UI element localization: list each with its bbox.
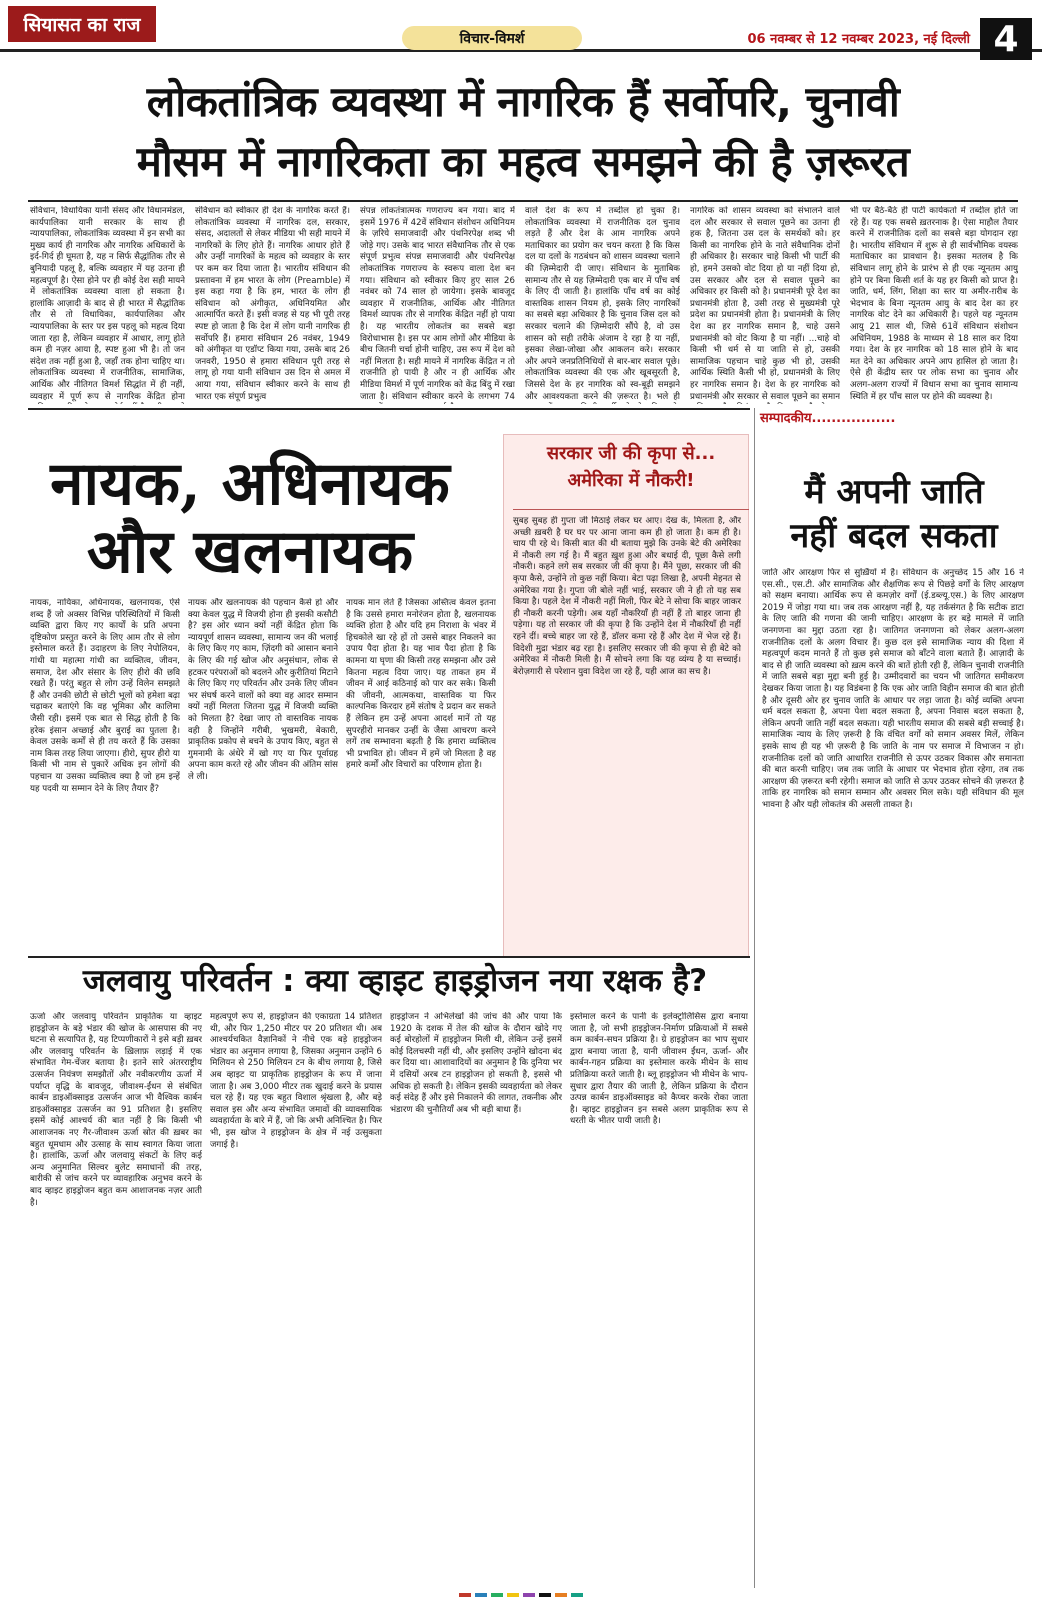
feature-column-2: नायक और खलनायक की पहचान कैसे हो और क्या केवल युद्ध में विजयी होना ही इसकी कसौटी है? इस ओर ध्यान क्यों नहीं केंद्रित होता कि न्यायपूर्ण शासन व्यवस्था, सामान्य जन की भलाई के लिए किए गए काम, ज़िंदगी को आसान बनाने के लिए की गई खोज और अनुसंधान, लोक से हटकर परंपराओं को बदलने और कुरीतियां मिटाने के लिए किए गए परिवर्तन और उनके लिए जीवन भर संघर्ष करने वालों को क्या वह आदर सम्मान क्यों नहीं मिलता जितना युद्ध में विजयी व्यक्ति को मिलता है? देखा जाए तो वास्तविक नायक वही है जिन्होंने गरीबी, भुखमरी, बेकारी, प्राकृतिक प्रकोप से बचने के उपाय किए, बहुत से गुमनामी के अंधेरे में खो गए या फिर पूर्वाग्रह अपना काम करते रहे और जीवन की अंतिम सांस ले ली।	[188, 598, 338, 782]
editorial-title-line2: नहीं बदल सकता	[790, 516, 998, 556]
footer-color-bar	[0, 1590, 1042, 1600]
lead-column-2: संविधान को स्वीकार ही देश के नागरिक करते हैं। लोकतांत्रिक व्यवस्था में नागरिक दल, सरकार, संसद, अदालतों से लेकर मीडिया भी सही मायने में नागरिकों के लिए होते हैं। नागरिक आधार होते हैं और उन्हीं नागरिकों के महत्व को व्यवहार के स्तर पर कम कर दिया जाता है। भारतीय संविधान की प्रस्तावना में हम भारत के लोग (Preamble) में इस कहा गया है कि हम, भारत के लोग ही संविधान को अंगीकृत, अधिनियमित और आत्मार्पित करते हैं। इसी वजह से यह भी पूरी तरह स्पष्ट हो जाता है कि देश में लोग यानी नागरिक ही सर्वोपरि हैं। हमारा संविधान 26 नवंबर, 1949 को अंगीकृत या एडॉप्ट किया गया, उसके बाद 26 जनवरी, 1950 से हमारा संविधान पूरी तरह से लागू हो गया यानी संविधान उस दिन से अमल में आया गया, संविधान स्वीकार करने के साथ ही भारत एक संपूर्ण प्रभुत्व	[195, 206, 350, 402]
lead-column-3: संपन्न लोकतंत्रात्मक गणराज्य बन गया। बाद में इसमें 1976 में 42वें संविधान संशोधन अधिनियम के ज़रिये समाजवादी और पंथनिरपेक्ष शब्द भी जोड़े गए। उसके बाद भारत संवैधानिक तौर से एक संपूर्ण प्रभुत्व संपन्न समाजवादी और पंथनिरपेक्ष लोकतांत्रिक गणराज्य के स्वरूप वाला देश बन गया। संविधान को स्वीकार किए हुए साल 26 नवंबर को 74 साल हो जायेगा। इसके बावजूद व्यवहार में राजनीतिक, आर्थिक और नीतिगत विमर्श व्यापक तौर से नागरिक केंद्रित नहीं हो पाया है। यह भारतीय लोकतंत्र का सबसे बड़ा विरोधाभास है। इस पर आम लोगों और मीडिया के बीच जितनी चर्चा होनी चाहिए, उस रूप में देश को नहीं मिलता है। सही मायने में नागरिक केंद्रित न तो राजनीति हो पायी है और न ही आर्थिक और मीडिया विमर्श में पूर्ण नागरिक को केंद्र बिंदु में रखा जाता है। संविधान स्वीकार करने के लगभग 74	[360, 206, 515, 402]
lead-column-4: वाले देश के रूप में तब्दील हो चुका है। लोकतांत्रिक व्यवस्था में राजनीतिक दल चुनाव लड़ते हैं और देश के आम नागरिक अपने मताधिकार का प्रयोग कर चयन करता है कि किस दल या दलों के गठबंधन को शासन व्यवस्था चलाने की ज़िम्मेदारी दी जाए। संविधान के मुताबिक सामान्य तौर से यह ज़िम्मेदारी एक बार में पाँच वर्ष के लिए दी जाती है। हालांकि पाँच वर्ष का कोई वास्तविक शासन नियम हो, इसके लिए नागरिकों का सबसे बड़ा अधिकार है कि चुनाव जिस दल को सरकार चलाने की ज़िम्मेदारी सौंपे है, वो उस शासन को सही तरीके अंजाम दे रहा है या नहीं, इसका लेखा-जोखा और आकलन करे। सरकार और अपने जनप्रतिनिधियों से बार-बार सवाल पूछे। लोकतांत्रिक व्यवस्था की एक और खूबसूरती है, जिससे देश के हर नागरिक को स्व-बूढ़ी समझने और आवश्यकता करने की ज़रूरत है। भले ही	[525, 206, 680, 402]
boxed-story-body: सुबह सुबह ही गुप्ता जी मिठाई लेकर घर आए। देख के, मिलता है, और अच्छी ख़बरी है घर घर पर आना जाना कम ही हो जाता है। कम ही है। चाय पी रहे थे। किसी बात की थी बताया मुझे कि उनके बेटे की अमेरिका में नौकरी लग गई है। मैं बहुत ख़ुश हुआ और बधाई दी, पूछा कैसे लगी नौकरी। कहने लगे सब सरकार जी की कृपा है। मैंने पूछा, सरकार जी की कृपा कैसे, उन्होंने तो कुछ नहीं किया। बेटा पढ़ा लिखा है, अपनी मेहनत से अमेरिका गया है। गुप्ता जी बोले नहीं भाई, सरकार जी ने ही तो यह सब किया है। पहले देश में नौकरी नहीं मिली, फिर बेटे ने सोचा कि बाहर जाकर ही नौकरी करनी पड़ेगी। अब यहाँ नौकरियाँ ही नहीं हैं तो बाहर जाना ही पड़ेगा। यह तो सरकार जी की कृपा है कि उन्होंने देश में नौकरियाँ ही नहीं रहने दीं। बच्चे बाहर जा रहे हैं, डॉलर कमा रहे हैं और देश में भेज रहे हैं। विदेशी मुद्रा भंडार बढ़ रहा है। इसलिए सरकार जी की कृपा से ही बेटे को अमेरिका में नौकरी मिली है। मैं सोचने लगा कि यह व्यंग्य है या सच्चाई। बेरोज़गारी से परेशान युवा विदेश जा रहे हैं, यही आज का सच है।	[513, 516, 741, 677]
color-swatch	[507, 1593, 519, 1597]
lead-column-1: संविधान, विधायिका यानी संसद और विधानमंडल, कार्यपालिका यानी सरकार के साथ ही न्यायपालिका, लोकतांत्रिक व्यवस्था में इन सभी का मुख्य कार्य ही नागरिक और नागरिक अधिकारों के इर्द-गिर्द ही घूमता है, यह न सिर्फ सैद्धांतिक तौर से बुनियादी पहलू है, बल्कि व्यवहार में यह उतना ही महत्वपूर्ण है। ऐसा होने पर ही कोई देश सही मायने में लोकतांत्रिक व्यवस्था वाला हो सकता है। हालांकि आज़ादी के बाद से ही भारत में सैद्धांतिक तौर से तो विधायिका, कार्यपालिका और न्यायपालिका के स्तर पर इस पहलू को महत्व दिया जाता रहा है, लेकिन व्यवहार में आधार, लागू होते कम ही नज़र आया है, स्पष्ट हुआ भी है। तो जन संदेश तक नहीं हुआ है, जहाँ तक होना चाहिए था। लोकतांत्रिक व्यवस्था में राजनीतिक, सामाजिक, आर्थिक और नीतिगत विमर्श सिद्धांत में ही नहीं, व्यवहार में पूर्ण रूप से नागरिक केंद्रित होना	[30, 206, 185, 402]
color-swatch	[539, 1593, 551, 1597]
lead-column-5: नागरिक को शासन व्यवस्था को संभालने वाले दल और सरकार से सवाल पूछने का उतना ही हक है, जितना उस दल के समर्थकों को। हर किसी का नागरिक होने के नाते संवैधानिक दोनों ही अधिकार है। सरकार चाहे किसी भी पार्टी की हो, हमने उसको वोट दिया हो या नहीं दिया हो, उस सरकार और दल से सवाल पूछने का अधिकार हर किसी को है। प्रधानमंत्री पूरे देश का प्रधानमंत्री होता है, उसी तरह से मुख्यमंत्री पूरे प्रदेश का प्रधानमंत्री होता है। प्रधानमंत्री के लिए देश का हर नागरिक समान है, चाहे उसने प्रधानमंत्री को वोट किया है या नहीं। ...चाहे वो किसी भी धर्म से या जाति से हो, उसकी सामाजिक पहचान चाहे कुछ भी हो, उसकी आर्थिक स्थिति कैसी भी हो, प्रधानमंत्री के लिए हर नागरिक समान है। देश के हर नागरिक को प्रधानमंत्री और सरकार से सवाल पूछने का समान	[690, 206, 840, 402]
color-swatch	[459, 1593, 471, 1597]
feature-headline-line2: और खलनायक	[86, 517, 414, 587]
lead-headline-line2: मौसम में नागरिकता का महत्व समझने की है ज़रूरत	[136, 137, 910, 186]
masthead	[0, 0, 1042, 60]
newspaper-logo[interactable]: सियासत का राज	[8, 6, 156, 42]
feature-column-3: नायक मान लेते हैं जिसका अस्तित्व केवल इतना है कि उससे हमारा मनोरंजन होता है, खलनायक व्यक्ति होता है और यदि हम निराशा के भंवर में हिचकोले खा रहे हों तो उससे बाहर निकलने का उपाय पैदा होता है। यह भाव पैदा होता है कि कामना या घृणा की किसी तरह समझना और उसे कितना महत्व दिया जाए। यह ताकत हम में जीवन में आई कठिनाई को पार कर सके। किसी की जीवनी, आत्मकथा, वास्तविक या फिर काल्पनिक किरदार हमें संतोष दे प्रदान कर सकते हैं लेकिन हम उन्हें अपना आदर्श मानें तो यह सुपरहीरो मानकर उन्हीं के जैसा आचरण करने लगें तब सम्भावना बढ़ती है कि हमारा व्यक्तित्व भी प्रभावित हो। जीवन में हमें जो मिलता है वह हमारे कर्मों और विचारों का परिणाम होता है।	[346, 598, 496, 771]
divider	[28, 200, 1018, 202]
editorial-title-line1: मैं अपनी जाति	[804, 472, 984, 512]
editorial-label: सम्पादकीय.................	[760, 411, 896, 426]
boxed-story-title	[513, 440, 749, 510]
color-swatch	[571, 1593, 583, 1597]
boxed-title-line1: सरकार जी की कृपा से...	[546, 443, 716, 464]
feature-headline	[30, 450, 470, 590]
color-swatch	[491, 1593, 503, 1597]
page-number: 4	[980, 18, 1032, 60]
divider	[28, 408, 750, 410]
climate-column-3: हाइड्रोजन ने अभिलेखों की जांच की और पाया कि 1920 के दशक में तेल की खोज के दौरान खोदे गए कई बोरहोलों में हाइड्रोजन मिली थी, लेकिन उन्हें इसमें कोई दिलचस्पी नहीं थी, और इसलिए उन्होंने खोदना बंद कर दिया था। आशावादियों का अनुमान है कि दुनिया भर में दसियों अरब टन हाइड्रोजन हो सकती है, इससे भी अधिक हो सकती है। लेकिन इसकी व्यवहार्यता को लेकर कई संदेह हैं और इसे निकालने की लागत, तकनीक और भंडारण की चुनौतियाँ अब भी बड़ी बाधा हैं।	[390, 1012, 562, 1115]
climate-column-1: ऊर्जा और जलवायु परिवर्तन प्राकृतिक या व्हाइट हाइड्रोजन के बड़े भंडार की खोज के आसपास की नए घटना से सत्यापित है, यह टिप्पणीकारों ने इसे बड़ी ख़बर और जलवायु परिवर्तन के ख़िलाफ़ लड़ाई में एक संभावित गेम-चेंजर बताया है। इतने सारे अंतरराष्ट्रीय उत्सर्जन नियंत्रण समझौतों और नवीकरणीय ऊर्जा में पर्याप्त वृद्धि के बावजूद, जीवाश्म-ईंधन से संबंधित कार्बन डाइऑक्साइड उत्सर्जन आज भी वैश्विक कार्बन डाइऑक्साइड उत्सर्जन का 91 प्रतिशत है। इसलिए इसमें कोई आश्चर्य की बात नहीं है कि किसी भी आशाजनक नए गैर-जीवाश्म ऊर्जा स्रोत की ख़बर का बहुत धूमधाम और उत्साह के साथ स्वागत किया जाता है। हालांकि, ऊर्जा और जलवायु संकटों के लिए कई अन्य अनुमानित सिल्वर बुलेट समाधानों की तरह, बारीकी से जांच करने पर व्यावहारिक अनुभव करने के बाद व्हाइट हाइड्रोजन बहुत कम आशाजनक नज़र आती है।	[30, 1012, 202, 1208]
editorial-title	[762, 470, 1026, 560]
editorial-body: जाति और आरक्षण फिर से सुर्ख़ियों में है। संविधान के अनुच्छेद 15 और 16 ने एस.सी., एस.टी. और सामाजिक और शैक्षणिक रूप से पिछड़े वर्गों के लिए आरक्षण को सक्षम बनाया। आर्थिक रूप से कमज़ोर वर्गों (ई.डब्ल्यू.एस.) के लिए आरक्षण 2019 में जोड़ा गया था। जब तक आरक्षण नहीं है, यह तर्कसंगत है कि सटीक डाटा के लिए जाति की गणना की जानी चाहिए। आरक्षण के हर बड़े मामले में जाति जनगणना का मुद्दा उठता रहा है। जातिगत जनगणना को लेकर अलग-अलग राजनीतिक दलों के अलग विचार हैं। कुछ दल इसे सामाजिक न्याय की दिशा में महत्वपूर्ण कदम मानते हैं तो कुछ इसे समाज को बाँटने वाला बताते हैं। आज़ादी के बाद से ही जाति व्यवस्था को ख़त्म करने की बातें होती रही हैं, लेकिन चुनावी राजनीति में जाति सबसे बड़ा मुद्दा बनी हुई है। उम्मीदवारों का चयन भी जातिगत समीकरण देखकर किया जाता है। यह विडंबना है कि एक ओर जाति विहीन समाज की बात होती है और दूसरी ओर हर चुनाव जाति के आधार पर लड़ा जाता है। कोई व्यक्ति अपना धर्म बदल सकता है, अपना पेशा बदल सकता है, अपना निवास बदल सकता है, लेकिन अपनी जाति नहीं बदल सकता। यही भारतीय समाज की सबसे बड़ी सच्चाई है। सामाजिक न्याय के लिए ज़रूरी है कि वंचित वर्गों को समान अवसर मिलें, लेकिन इसके साथ ही यह भी ज़रूरी है कि जाति के नाम पर समाज में विभाजन न हो। राजनीतिक दलों को जाति आधारित राजनीति से ऊपर उठकर विकास और समानता की बात करनी चाहिए। जब तक जाति के आधार पर भेदभाव होता रहेगा, तब तक आरक्षण की ज़रूरत बनी रहेगी। समाज को जाति से ऊपर उठकर सोचने की ज़रूरत है ताकि हर नागरिक को समान सम्मान और अवसर मिल सके। यही संविधान की मूल भावना है और यही लोकतंत्र की असली ताकत है।	[762, 568, 1024, 810]
color-swatch	[475, 1593, 487, 1597]
feature-headline-line1: नायक, अधिनायक	[50, 449, 450, 519]
climate-column-2: महत्वपूर्ण रूप से, हाइड्रोजन की एकाग्रता 14 प्रतिशत थी, और फिर 1,250 मीटर पर 20 प्रतिशत थी। अब आश्चर्यचकित वैज्ञानिकों ने नीचे एक बड़े हाइड्रोजन भंडार का अनुमान लगाया है, जिसका अनुमान उन्होंने 6 मिलियन से 250 मिलियन टन के बीच लगाया है, जिसे अब व्हाइट या प्राकृतिक हाइड्रोजन के रूप में जाना जाता है। अब 3,000 मीटर तक खुदाई करने के प्रयास चल रहे हैं। यह एक बहुत विशाल श्रृंखला है, और बड़े सवाल इस और अन्य संभावित जमावों की व्यावसायिक व्यवहार्यता के बारे में हैं, जो कि अभी अनिश्चित है। फिर भी, इस खोज ने हाइड्रोजन के क्षेत्र में नई उत्सुकता जगाई है।	[210, 1012, 382, 1150]
dateline: 06 नवम्बर से 12 नवम्बर 2023, नई दिल्ली	[747, 32, 970, 47]
feature-column-1: नायक, नायिका, अधिनायक, खलनायक, ऐसे शब्द हैं जो अक्सर विभिन्न परिस्थितियों में किसी व्यक्ति द्वारा किए गए कार्यों के प्रति अपना दृष्टिकोण प्रस्तुत करने के लिए आम तौर से लोग इस्तेमाल करते हैं। उदाहरण के लिए नेपोलियन, गांधी या महात्मा गांधी का व्यक्तित्व, जीवन, समाज, देश और संसार के लिए हीरो की छवि रखते हैं। परंतु बहुत से लोग उन्हें विलेन समझते हैं और उनकी छोटी से छोटी भूलों को हमेशा बढ़ा चढ़ाकर बताएंगे कि वह भूमिका और कालिमा जैसी रही। इसमें एक बात से सिद्ध होती है कि हरेक इंसान अच्छाई और बुराई का पुतला है। केवल उसके कर्मों से ही तय करते हैं कि उसका नाम किस तरह लिया जाएगा। हीरो, सुपर हीरो या किसी भी नाम से पुकारें अधिक इन लोगों की पहचान या उसका व्यक्तित्व क्या है जो हम इन्हें यह पदवी या सम्मान देने के लिए तैयार हैं?	[30, 598, 180, 794]
climate-headline: जलवायु परिवर्तन : क्या व्हाइट हाइड्रोजन नया रक्षक है?	[82, 963, 708, 999]
climate-column-4: इस्तेमाल करने के पानी के इलेक्ट्रोलिसिस द्वारा बनाया जाता है, जो सभी हाइड्रोजन-निर्माण प्रक्रियाओं में सबसे कम कार्बन-सघन प्रक्रिया है। ग्रे हाइड्रोजन का भाप सुधार द्वारा बनाया जाता है, यानी जीवाश्म ईंधन, ऊर्जा- और कार्बन-गहन प्रक्रिया का इस्तेमाल करके मीथेन के साथ प्रतिक्रिया करते जाती है। ब्लू हाइड्रोजन भी मीथेन के भाप-सुधार द्वारा तैयार की जाती है, लेकिन प्रक्रिया के दौरान उत्पन्न कार्बन डाइऑक्साइड को कैप्चर करके रोका जाता है। व्हाइट हाइड्रोजन इन सबसे अलग प्राकृतिक रूप से धरती के भीतर पायी जाती है।	[570, 1012, 748, 1127]
color-swatch	[555, 1593, 567, 1597]
boxed-title-line2: अमेरिका में नौकरी!	[567, 470, 695, 491]
lead-headline-line1: लोकतांत्रिक व्यवस्था में नागरिक हैं सर्वोपरि, चुनावी	[146, 77, 900, 126]
lead-headline	[28, 72, 1018, 194]
color-swatch	[523, 1593, 535, 1597]
lead-column-6: भी पर बैठे-बैठे ही पार्टी कार्यकर्ता में तब्दील होते जा रहे हैं। यह एक सबसे ख़तरनाक है। ऐसा माहौल तैयार करने में राजनीतिक दलों का सबसे बड़ा योगदान रहा है। भारतीय संविधान में शुरू से ही सार्वभौमिक वयस्क मताधिकार का प्रावधान है। इसका मतलब है कि संविधान लागू होने के प्रारंभ से ही एक न्यूनतम आयु होने पर बिना किसी शर्त के यह हर किसी को प्राप्त है। जाति, धर्म, लिंग, शिक्षा का स्तर या अमीर-ग़रीब के भेदभाव के बिना न्यूनतम आयु के बाद देश का हर नागरिक वोट देने का अधिकारी है। पहले यह न्यूनतम आयु 21 साल थी, जिसे 61वें संविधान संशोधन अधिनियम, 1988 के माध्यम से 18 साल कर दिया गया। देश के हर नागरिक को 18 साल होने के बाद मत देने का अधिकार अपने आप हासिल हो जाता है। ऐसे ही केंद्रीय स्तर पर लोक सभा का चुनाव और अलग-अलग राज्यों में विधान सभा का चुनाव सामान्य स्थिति में हर पाँच साल पर होने की व्यवस्था है।	[850, 206, 1018, 402]
section-tag: विचार-विमर्श	[402, 26, 582, 50]
